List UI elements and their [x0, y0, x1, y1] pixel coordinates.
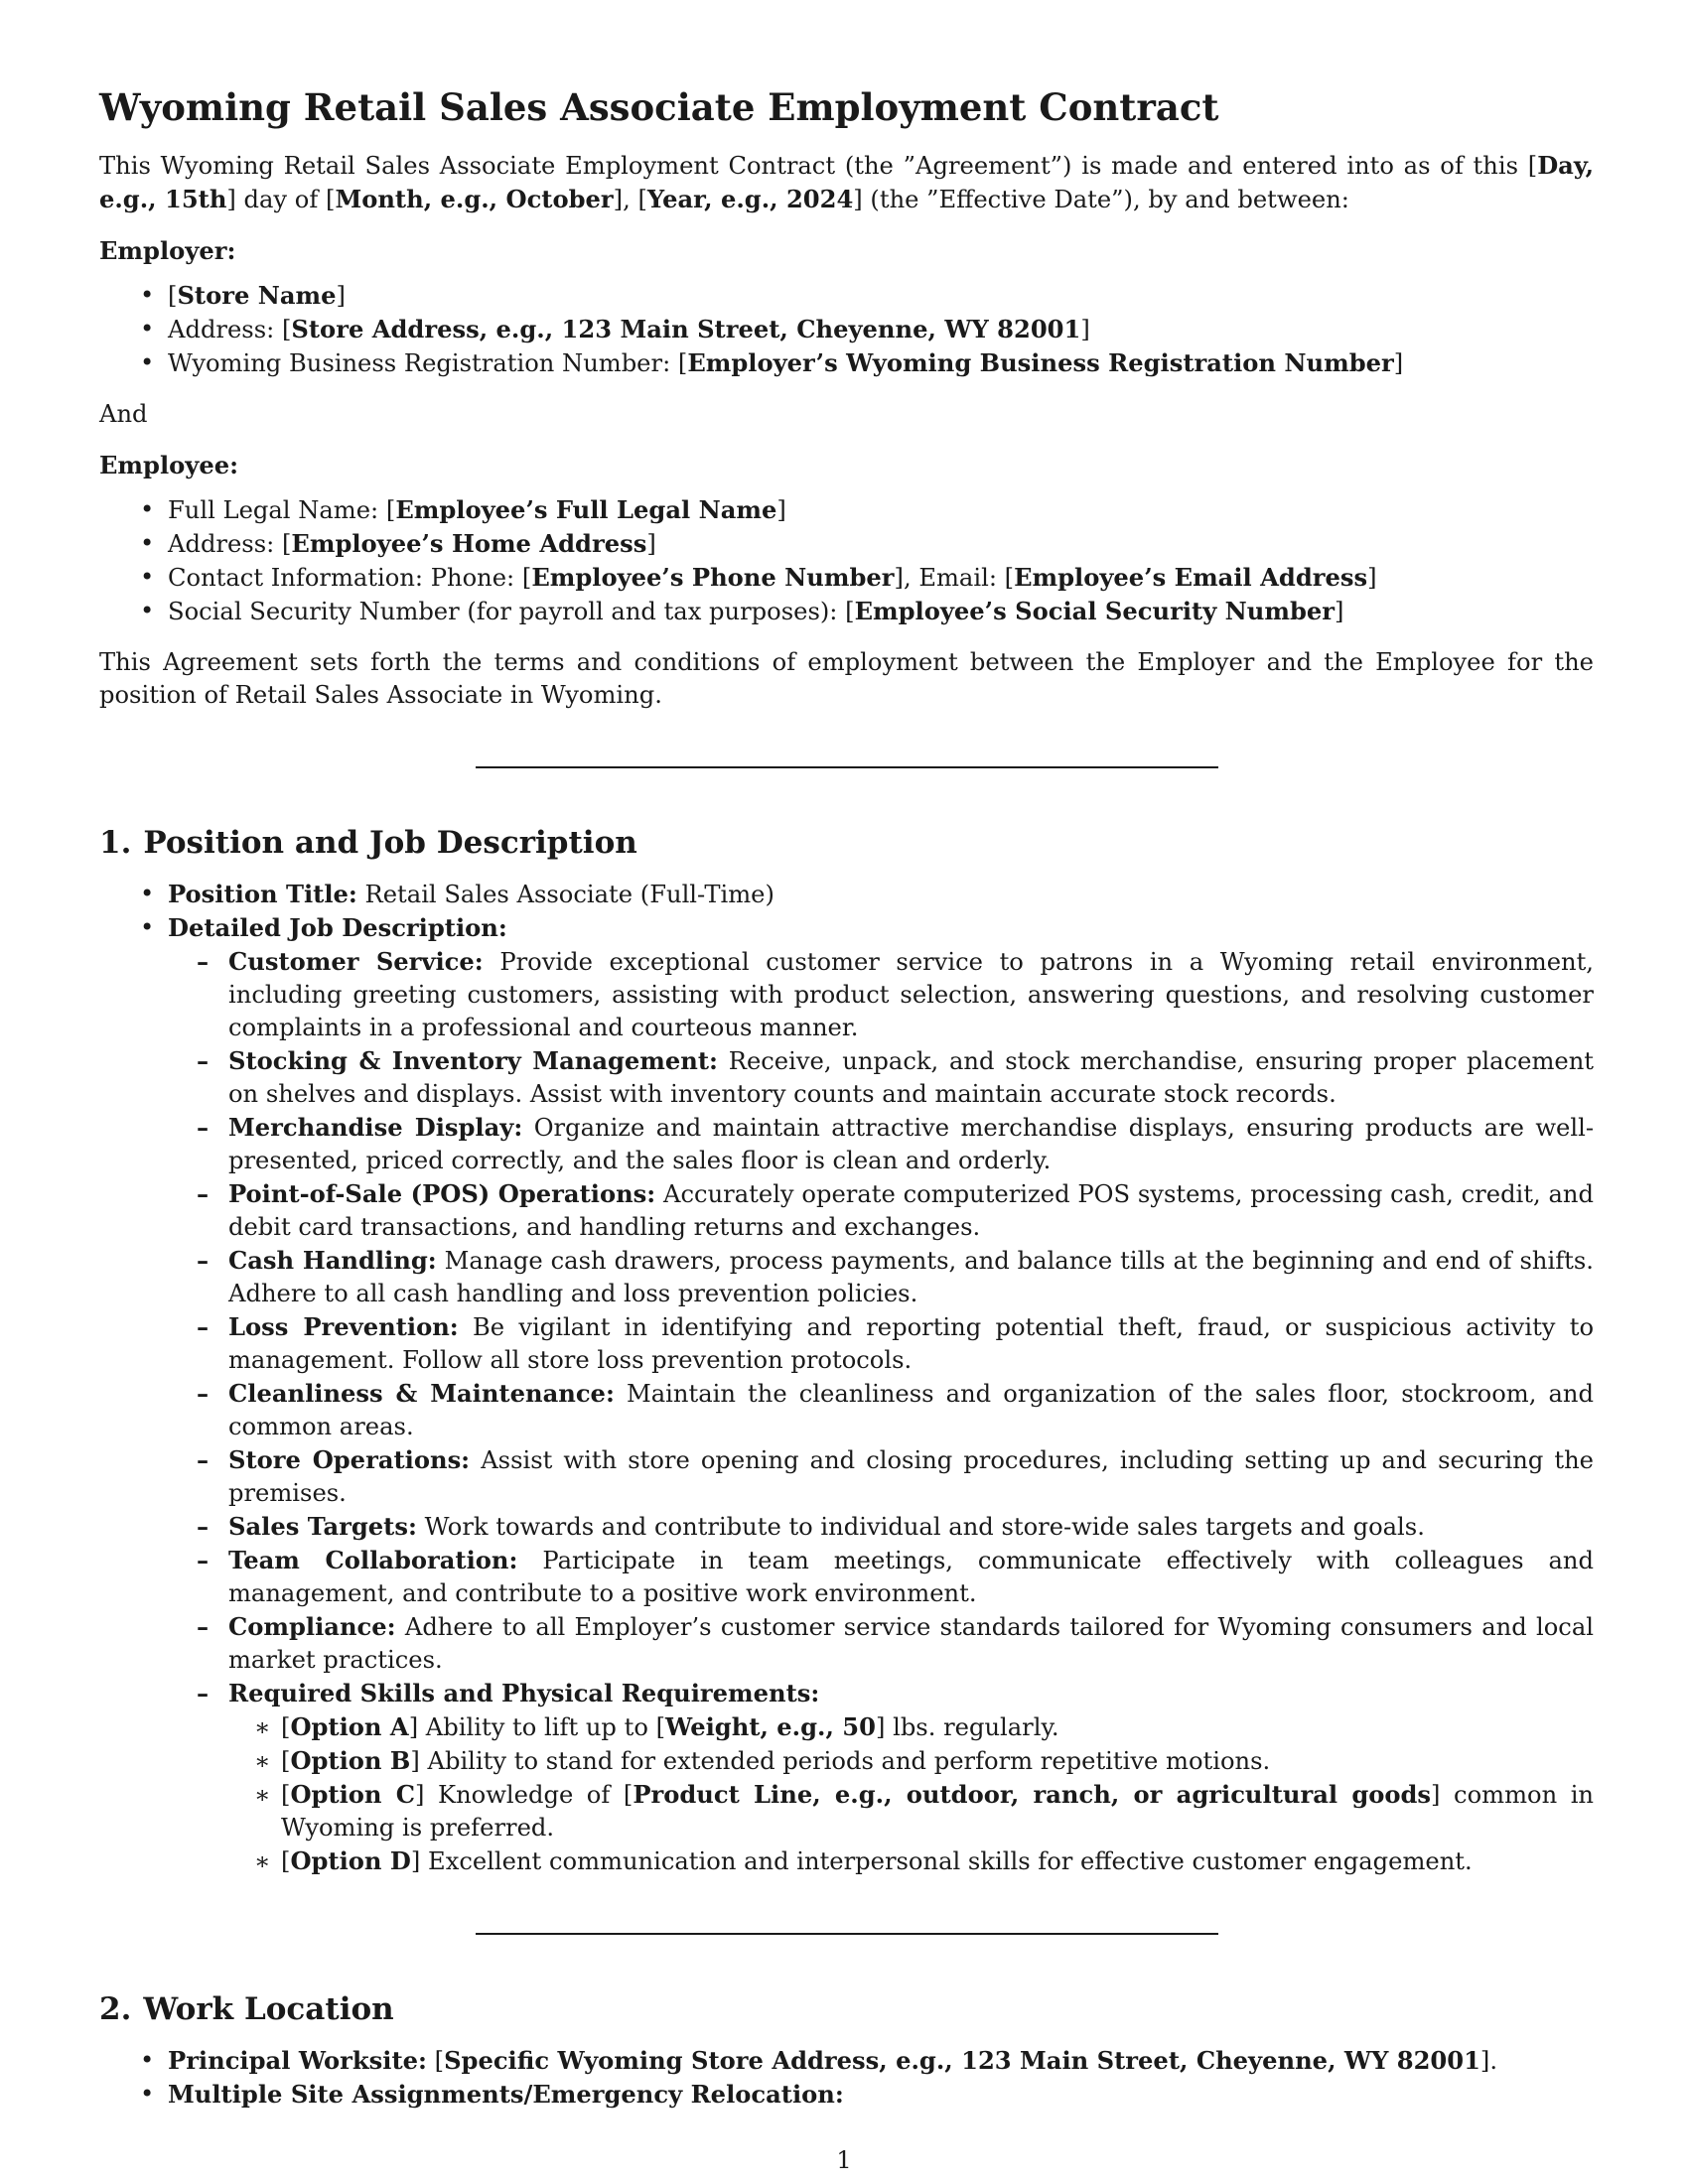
list-item: – Cleanliness & Maintenance: Maintain the cleanliness and organization of the sales floor, stockroom, and common areas. [197, 1379, 1594, 1440]
list-item: – Team Collaboration: Participate in team meetings, communicate effectively with colleagues and management, and contribute to a positive work environment. [197, 1546, 1594, 1607]
list-item: – Merchandise Display: Organize and maintain attractive merchandise displays, ensuring products are well-presented, priced correctly, and the sales floor is clean and orderly. [197, 1113, 1594, 1174]
page-number: 1 [836, 2146, 852, 2174]
asterisk-icon: ∗ [254, 1847, 271, 1875]
employer-list [99, 279, 1594, 380]
dash-icon: – [197, 1546, 210, 1574]
list-item: • Principal Worksite: [Specific Wyoming Store Address, e.g., 123 Main Street, Cheyenne, WY 82001]. [140, 2046, 1498, 2075]
dash-icon: – [197, 1246, 210, 1275]
dash-icon: – [197, 1312, 210, 1341]
intro-paragraph: This Wyoming Retail Sales Associate Employment Contract (the ”Agreement”) is made and entered into as of this [Day, e.g., 15th] day of [Month, e.g., October], [Year, e.g., 2024] (the ”Effective Date”), by and between: [99, 151, 1594, 213]
asterisk-icon: ∗ [254, 1781, 271, 1809]
employer-label: Employer: [99, 236, 236, 265]
dash-icon: – [197, 947, 210, 976]
dash-icon: – [197, 1113, 210, 1142]
list-item: • Address: [Employee’s Home Address] [140, 529, 656, 558]
list-item: ∗ [Option B] Ability to stand for extended periods and perform repetitive motions. [228, 1744, 1594, 1778]
asterisk-icon: ∗ [254, 1713, 271, 1741]
list-item: – Cash Handling: Manage cash drawers, process payments, and balance tills at the beginning and end of shifts. Adhere to all cash handling and loss prevention policies. [197, 1246, 1594, 1307]
bullet-icon: • [140, 529, 155, 557]
section-divider [476, 1933, 1218, 1935]
dash-icon: – [197, 1179, 210, 1208]
list-item: – Compliance: Adhere to all Employer’s customer service standards tailored for Wyoming consumers and local market practices. [197, 1612, 1594, 1674]
list-item: • Full Legal Name: [Employee’s Full Legal Name] [140, 495, 786, 524]
employee-list [99, 493, 1594, 628]
and-text: And [99, 400, 148, 428]
section1-list [99, 878, 1594, 1878]
list-item: • Address: [Store Address, e.g., 123 Main Street, Cheyenne, WY 82001] [140, 315, 1090, 343]
bullet-icon: • [140, 2080, 155, 2108]
list-item: – Stocking & Inventory Management: Receive, unpack, and stock merchandise, ensuring proper placement on shelves and displays. Assist with inventory counts and maintain accurate stock records. [197, 1046, 1594, 1108]
list-item: ∗ [Option D] Excellent communication and interpersonal skills for effective customer engagement. [228, 1844, 1594, 1878]
bullet-icon: • [140, 880, 155, 907]
section-heading: 1. Position and Job Description [99, 825, 637, 861]
list-item: ∗ [Option C] Knowledge of [Product Line, e.g., outdoor, ranch, or agricultural goods] common in Wyoming is preferred. [254, 1780, 1595, 1842]
bullet-icon: • [140, 563, 155, 591]
bullet-icon: • [140, 281, 155, 309]
bullet-icon: • [140, 913, 155, 941]
list-item: – Sales Targets: Work towards and contribute to individual and store-wide sales targets and goals. [197, 1512, 1425, 1541]
dash-icon: – [197, 1046, 210, 1075]
document-page [99, 85, 1594, 2129]
list-item: • Social Security Number (for payroll and tax purposes): [Employee’s Social Security Number] [140, 597, 1344, 625]
list-item: – Store Operations: Assist with store opening and closing procedures, including setting up and securing the premises. [197, 1445, 1594, 1507]
list-item: – Point-of-Sale (POS) Operations: Accurately operate computerized POS systems, processing cash, credit, and debit card transactions, and handling returns and exchanges. [197, 1179, 1594, 1241]
list-item: • Multiple Site Assignments/Emergency Relocation: [140, 2080, 844, 2109]
list-item: – Required Skills and Physical Requirements: ∗ [Option A] Ability to lift up to [Weight, e.g., 50] lbs. regularly. ∗ [Option B] Ability to stand for extended periods and perform repetitive motions. ∗ [Option C] Knowledge of [Product Line, e.g., outdoor, ranch, or agricultural goods] common in Wyoming is preferred. ∗ [Option D] Excellent communication and interpersonal skills for effective customer engagement. [168, 1677, 1594, 1878]
dash-icon: – [197, 1445, 210, 1474]
section2-list [99, 2044, 1594, 2112]
summary-paragraph: This Agreement sets forth the terms and conditions of employment between the Employer and the Employee for the position of Retail Sales Associate in Wyoming. [99, 648, 1594, 709]
dash-icon: – [197, 1679, 210, 1707]
list-item: – Customer Service: Provide exceptional customer service to patrons in a Wyoming retail environment, including greeting customers, assisting with product selection, answering questions, and resolving customer complaints in a professional and courteous manner. [197, 947, 1594, 1041]
bullet-icon: • [140, 2046, 155, 2074]
list-item: • Detailed Job Description: – Customer Service: Provide exceptional customer service to patrons in a Wyoming retail environment, including greeting customers, assisting with product selection, answering questions, and resolving customer complaints in a professional and courteous manner. – Stocking & Inventory Management: Receive, unpack, and stock merchandise, ensuring proper placement on shelves and displays. Assist with inventory counts and maintain accurate stock records. – Merchandise Display: Organize and maintain attractive merchandise displays, ensuring products are well-presented, priced correctly, and the sales floor is clean and orderly. – Point-of-Sale (POS) Operations: Accurately operate computerized POS systems, processing cash, credit, and debit card transactions, and handling returns and exchanges. – Cash Handling: Manage cash drawers, process payments, and balance tills at the beginning and end of shifts. Adhere to all cash handling and loss prevention policies. – Loss Prevention: Be vigilant in identifying and reporting potential theft, fraud, or suspicious activity to management. Follow all store loss prevention protocols. – Cleanliness & Maintenance: Maintain the cleanliness and organization of the sales floor, stockroom, and common areas. – Store Operations: Assist with store opening and closing procedures, including setting up and securing the premises. – Sales Targets: Work towards and contribute to individual and store-wide sales targets and goals. – Team Collaboration: Participate in team meetings, communicate effectively with colleagues and management, and contribute to a positive work environment. – Compliance: Adhere to all Employer’s customer service standards tailored for Wyoming consumers and local market practices. – Required Skills and Physical Requirements: ∗ [Option A] Ability to lift up to [Weight, e.g., 50] lbs. regularly. ∗ [Option B] Ability to stand for extended periods and perform repetitive motions. ∗ [Option C] Knowledge of [Product Line, e.g., outdoor, ranch, or agricultural goods] common in Wyoming is preferred. ∗ [Option D] Excellent communication and interpersonal skills for effective customer engagement. [99, 911, 1594, 1878]
bullet-icon: • [140, 315, 155, 342]
list-item: ∗ [Option A] Ability to lift up to [Weight, e.g., 50] lbs. regularly. [228, 1710, 1594, 1744]
bullet-icon: • [140, 348, 155, 376]
bullet-icon: • [140, 597, 155, 624]
list-item: • [Store Name] [140, 281, 346, 310]
list-item: – Loss Prevention: Be vigilant in identifying and reporting potential theft, fraud, or suspicious activity to management. Follow all store loss prevention protocols. [197, 1312, 1595, 1374]
document-title: Wyoming Retail Sales Associate Employment Contract [99, 85, 1219, 129]
bullet-icon: • [140, 495, 155, 523]
section-heading: 2. Work Location [99, 1991, 394, 2027]
employee-label: Employee: [99, 451, 239, 479]
asterisk-icon: ∗ [254, 1747, 271, 1775]
list-item: • Wyoming Business Registration Number: [Employer’s Wyoming Business Registration Number] [140, 348, 1404, 377]
dash-icon: – [197, 1379, 210, 1408]
duties-list [168, 945, 1594, 1878]
skills-list [228, 1710, 1594, 1878]
dash-icon: – [197, 1612, 210, 1641]
list-item: • Position Title: Retail Sales Associate (Full-Time) [140, 880, 774, 908]
dash-icon: – [197, 1512, 210, 1541]
list-item: • Contact Information: Phone: [Employee’s Phone Number], Email: [Employee’s Email Address] [140, 563, 1377, 592]
section-divider [476, 766, 1218, 768]
